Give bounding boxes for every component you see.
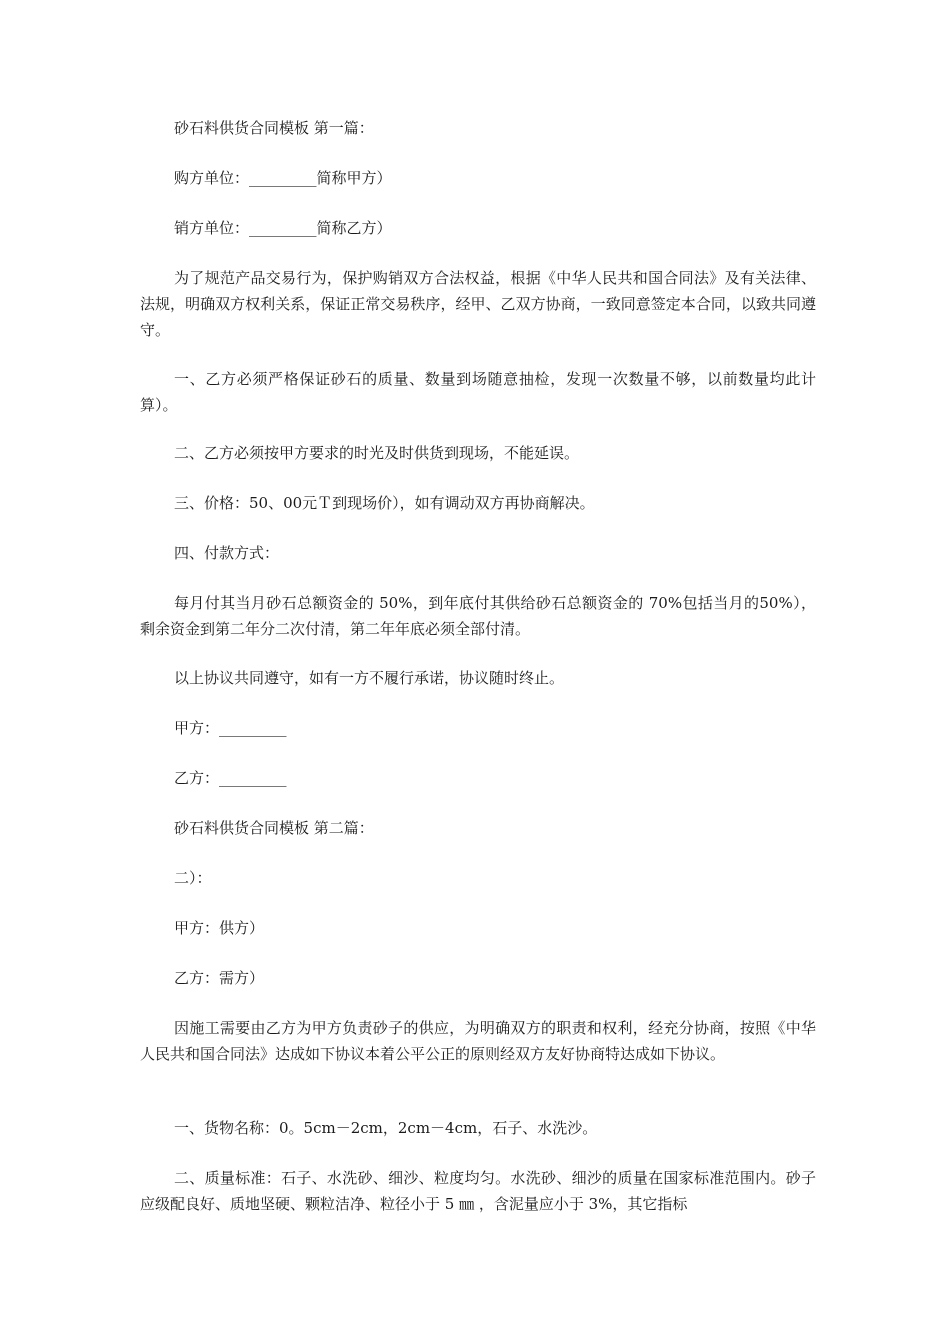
party-a-signature-line: 甲方：_________ — [174, 719, 287, 737]
clause-2-paragraph: 二、乙方必须按甲方要求的时光及时供货到现场，不能延误。 — [174, 444, 580, 462]
section-title-1: 砂石料供货合同模板 第一篇： — [174, 119, 374, 137]
clause-1-paragraph: 一、乙方必须严格保证砂石的质量、数量到场随意抽检，发现一次数量不够，以前数量均此计算）。 — [140, 370, 816, 414]
goods-name-clause: 一、货物名称：0。5cm－2cm，2cm－4cm，石子、水洗沙。 — [174, 1119, 598, 1137]
quality-standard-clause: 二、质量标准：石子、水洗砂、细沙、粒度均匀。水洗砂、细沙的质量在国家标准范围内。砂子应级配良好、质地坚硬、颗粒洁净、粒径小于 5 ㎜ ，含泥量应小于 3%，其它指标 — [140, 1169, 816, 1213]
payment-terms-paragraph: 每月付其当月砂石总额资金的 50%，到年底付其供给砂石总额资金的 70%包括当月的50%），剩余资金到第二年分二次付清，第二年年底必须全部付清。 — [140, 594, 816, 638]
seller-unit-line: 销方单位：_________简称乙方） — [174, 219, 392, 237]
party-b-buyer-line: 乙方：需方） — [174, 969, 265, 987]
party-a-supplier-line: 甲方：供方） — [174, 919, 265, 937]
clause-3-paragraph: 三、价格：50、00元Ｔ到现场价），如有调动双方再协商解决。 — [174, 494, 595, 512]
buyer-unit-line: 购方单位：_________简称甲方） — [174, 169, 392, 187]
section-title-2: 砂石料供货合同模板 第二篇： — [174, 819, 374, 837]
agreement-closing-paragraph: 以上协议共同遵守，如有一方不履行承诺，协议随时终止。 — [174, 669, 565, 687]
party-b-signature-line: 乙方：_________ — [174, 769, 287, 787]
section-2-subheading: 二）： — [174, 869, 212, 887]
preamble-paragraph: 为了规范产品交易行为，保护购销双方合法权益，根据《中华人民共和国合同法》及有关法律、法规，明确双方权利关系，保证正常交易秩序，经甲、乙双方协商，一致同意签定本合同，以致共同遵守。 — [140, 269, 816, 339]
section-2-preamble: 因施工需要由乙方为甲方负责砂子的供应，为明确双方的职责和权利，经充分协商，按照《中华人民共和国合同法》达成如下协议本着公平公正的原则经双方友好协商特达成如下协议。 — [140, 1019, 816, 1063]
clause-4-heading: 四、付款方式： — [174, 544, 280, 562]
